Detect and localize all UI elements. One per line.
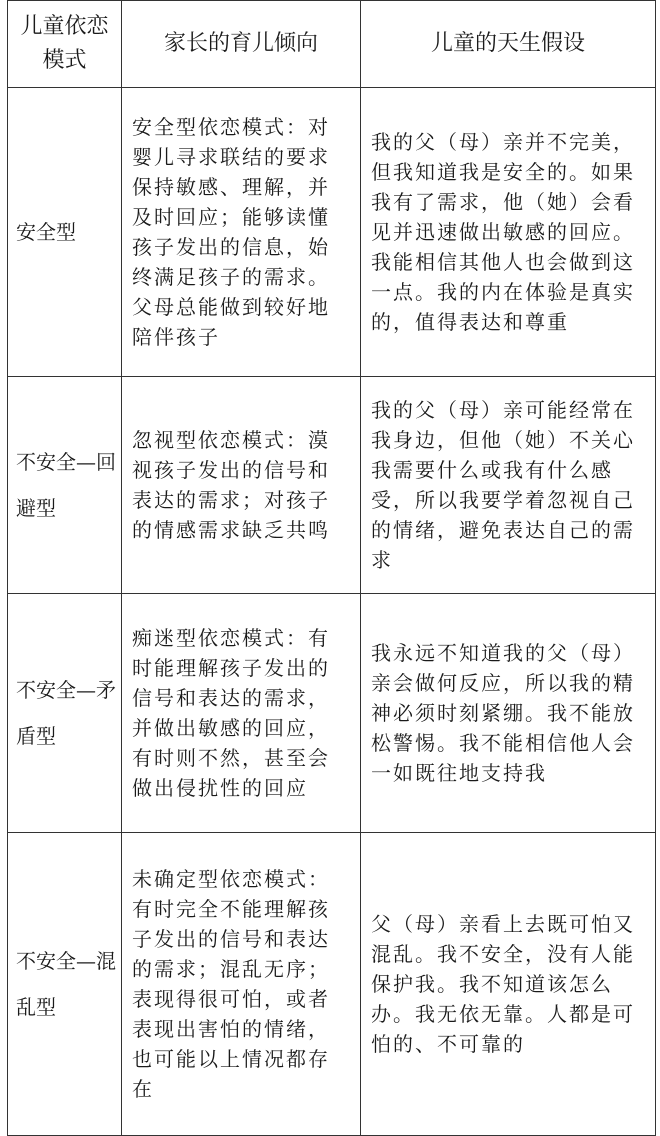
header-attachment-pattern: 儿童依恋模式 — [8, 1, 122, 88]
attachment-type-cell: 不安全—混乱型 — [8, 833, 122, 1136]
header-row — [8, 1, 656, 88]
parenting-tendency-cell: 未确定型依恋模式：有时完全不能理解孩子发出的信号和表达的需求；混乱无序；表现得很可怕，或者表现出害怕的情绪，也可能以上情况都存在 — [122, 833, 361, 1136]
header-child-assumption: 儿童的天生假设 — [361, 1, 656, 88]
child-assumption-cell: 我永远不知道我的父（母）亲会做何反应，所以我的精神必须时刻紧绷。我不能放松警惕。我不能相信他人会一如既往地支持我 — [361, 594, 656, 833]
parenting-tendency-cell: 安全型依恋模式：对婴儿寻求联结的要求保持敏感、理解，并及时回应；能够读懂孩子发出的信息，始终满足孩子的需求。父母总能做到较好地陪伴孩子 — [122, 88, 361, 377]
table-body — [8, 88, 656, 1136]
parenting-tendency-cell: 忽视型依恋模式：漠视孩子发出的信号和表达的需求；对孩子的情感需求缺乏共鸣 — [122, 377, 361, 594]
child-assumption-cell: 我的父（母）亲并不完美，但我知道我是安全的。如果我有了需求，他（她）会看见并迅速做出敏感的回应。我能相信其他人也会做到这一点。我的内在体验是真实的，值得表达和尊重 — [361, 88, 656, 377]
table-header — [8, 1, 656, 88]
attachment-table — [7, 0, 656, 1136]
attachment-type-cell: 安全型 — [8, 88, 122, 377]
table-row — [8, 833, 656, 1136]
attachment-type-cell: 不安全—矛盾型 — [8, 594, 122, 833]
attachment-type-cell: 不安全—回避型 — [8, 377, 122, 594]
table-row — [8, 594, 656, 833]
header-parenting-tendency: 家长的育儿倾向 — [122, 1, 361, 88]
child-assumption-cell: 我的父（母）亲可能经常在我身边，但他（她）不关心我需要什么或我有什么感受，所以我要学着忽视自己的情绪，避免表达自己的需求 — [361, 377, 656, 594]
parenting-tendency-cell: 痴迷型依恋模式：有时能理解孩子发出的信号和表达的需求，并做出敏感的回应，有时则不然，甚至会做出侵扰性的回应 — [122, 594, 361, 833]
child-assumption-cell: 父（母）亲看上去既可怕又混乱。我不安全，没有人能保护我。我不知道该怎么办。我无依无靠。人都是可怕的、不可靠的 — [361, 833, 656, 1136]
table-row — [8, 377, 656, 594]
table-row — [8, 88, 656, 377]
